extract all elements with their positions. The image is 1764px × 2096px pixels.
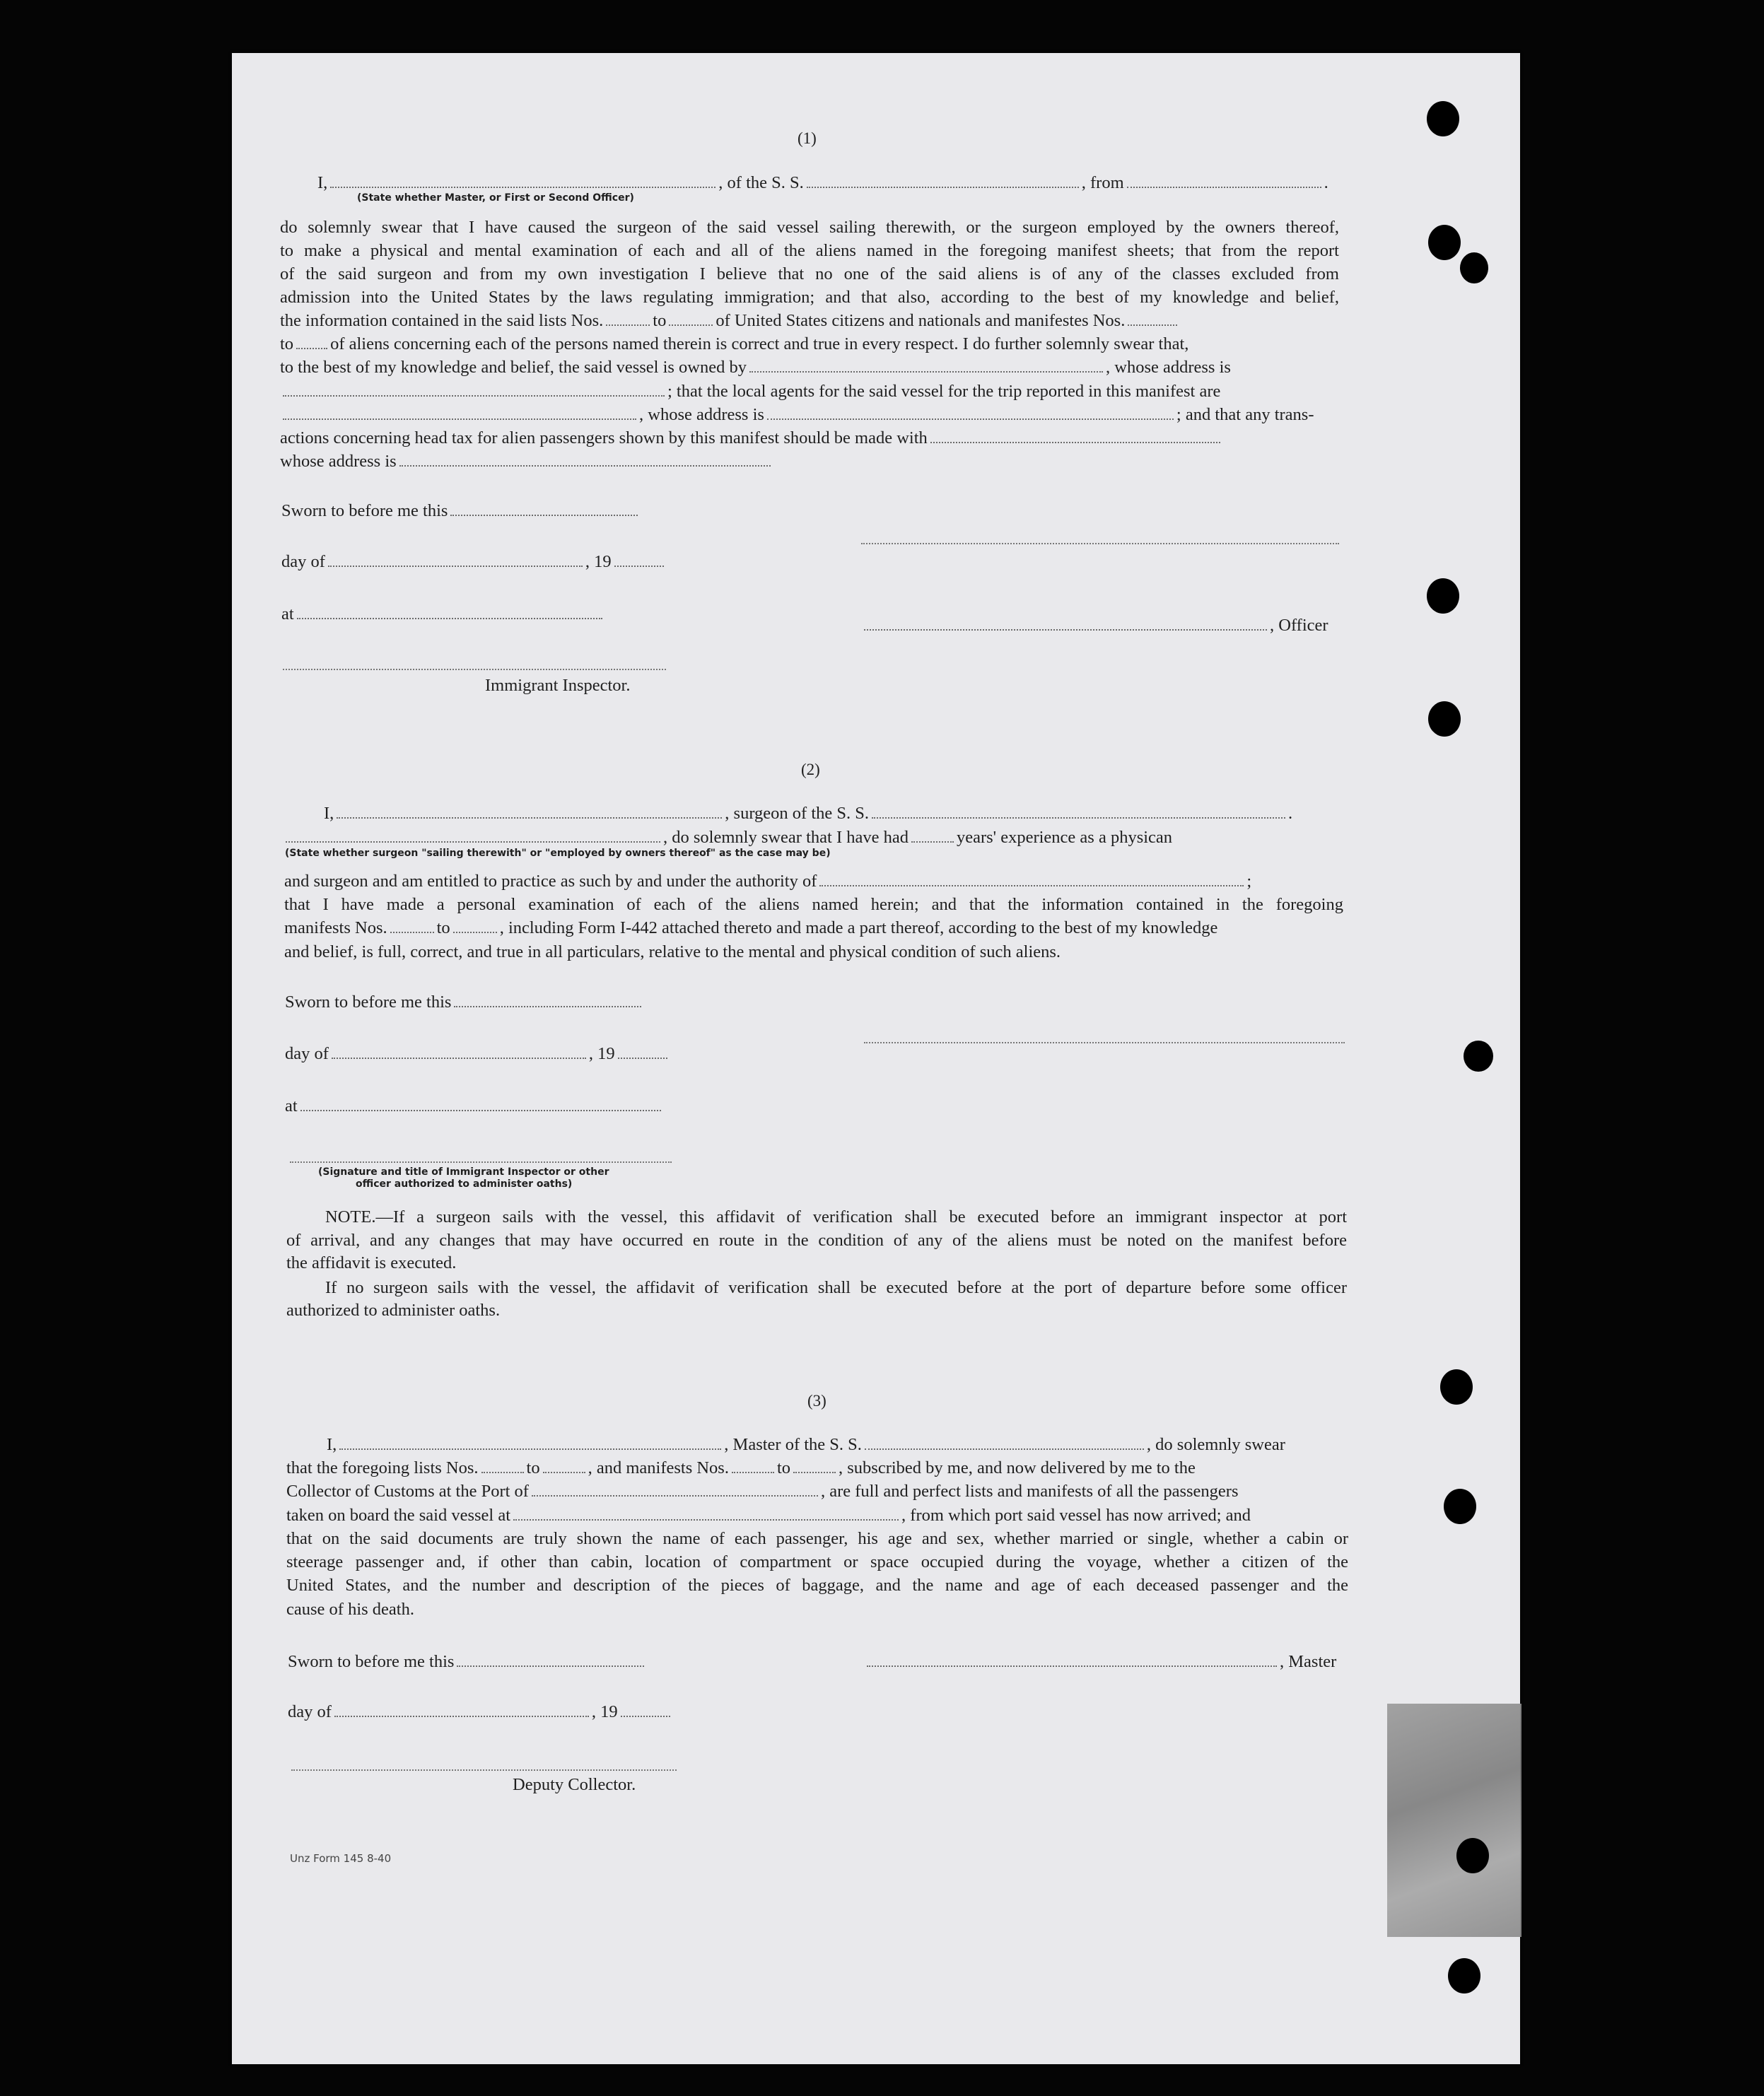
s2-p2: that I have made a personal examination of each of the aliens named herein; and that the information contained in the foregoing — [284, 895, 1343, 914]
punch-hole — [1428, 701, 1461, 737]
s1-p6: to of aliens concerning each of the persons named therein is correct and true in every respect. I do further solemnly swear that, — [280, 334, 1189, 353]
s2-note1b: of arrival, and any changes that may have occurred en route in the condition of any of the aliens must be noted on the manifest before — [286, 1231, 1347, 1250]
s1-line1: I, , of the S. S. , from . — [317, 173, 1328, 192]
s2-sign-line — [864, 1042, 1345, 1043]
s3-dayof: day of , 19 — [288, 1700, 673, 1723]
section-2-number: (2) — [801, 761, 820, 778]
punch-hole — [1460, 252, 1488, 283]
punch-hole — [1464, 1041, 1493, 1072]
form-number: Unz Form 145 8-40 — [290, 1852, 392, 1865]
s2-p3: manifests Nos. to , including Form I-442 attached thereto and made a part thereof, according to the best of my knowledge — [284, 918, 1218, 937]
section-1-number: (1) — [798, 129, 817, 147]
s2-note1c: the affidavit is executed. — [286, 1253, 457, 1272]
s2-note2b: authorized to administer oaths. — [286, 1301, 501, 1320]
s2-note1a: NOTE.—If a surgeon sails with the vessel, this affidavit of verification shall be executed before an immigrant inspector at port — [325, 1207, 1347, 1226]
s1-p4: admission into the United States by the laws regulating immigration; and that also, according to the best of my knowledge and belief, — [280, 288, 1339, 307]
s1-p1: do solemnly swear that I have caused the surgeon of the said vessel sailing therewith, or the surgeon employed by the owners thereof, — [280, 218, 1339, 237]
s1-officer-note: (State whether Master, or First or Second Officer) — [357, 192, 634, 204]
s3-line2: that the foregoing lists Nos. to , and manifests Nos. to , subscribed by me, and now delivered by me to the — [286, 1458, 1196, 1477]
s1-inspector-line — [283, 669, 666, 670]
s2-sworn: Sworn to before me this — [285, 990, 644, 1014]
punch-hole — [1444, 1489, 1476, 1524]
s1-sign-line — [861, 543, 1339, 544]
s3-line1: I, , Master of the S. S. , do solemnly swear — [327, 1435, 1285, 1454]
s2-sig-note-2: officer authorized to administer oaths) — [356, 1178, 573, 1190]
s2-p4: and belief, is full, correct, and true in all particulars, relative to the mental and physical condition of such aliens. — [284, 942, 1061, 961]
s3-line7: United States, and the number and description of the pieces of baggage, and the name and age of each deceased passenger and the — [286, 1576, 1348, 1595]
s1-p7: to the best of my knowledge and belief, the said vessel is owned by , whose address is — [280, 358, 1231, 377]
s1-p8: ; that the local agents for the said vessel for the trip reported in this manifest are — [280, 380, 1220, 403]
s1-p10: actions concerning head tax for alien passengers shown by this manifest should be made with — [280, 426, 1223, 450]
s3-deputy: Deputy Collector. — [513, 1775, 636, 1794]
s1-inspector: Immigrant Inspector. — [485, 676, 631, 695]
s2-surgeon-note: (State whether surgeon "sailing therewith" or "employed by owners thereof" as the case may be) — [285, 848, 831, 859]
s1-p11: whose address is — [280, 450, 773, 473]
s3-line3: Collector of Customs at the Port of , are full and perfect lists and manifests of all the passengers — [286, 1482, 1239, 1501]
s1-dayof: day of , 19 — [281, 550, 667, 573]
punch-hole — [1427, 101, 1459, 136]
s3-line5: that on the said documents are truly shown the name of each passenger, his age and sex, whether married or single, whether a cabin or — [286, 1529, 1348, 1548]
s1-officer: , Officer — [861, 614, 1328, 637]
s3-deputy-line — [291, 1769, 677, 1771]
s2-dayof: day of , 19 — [285, 1042, 670, 1065]
s1-p9: , whose address is ; and that any trans- — [280, 403, 1314, 426]
s2-line2: , do solemnly swear that I have had years' experience as a physican — [283, 826, 1172, 849]
s3-sworn: Sworn to before me this — [288, 1650, 647, 1673]
s2-note2a: If no surgeon sails with the vessel, the affidavit of verification shall be executed before at the port of departure before some officer — [325, 1278, 1347, 1297]
punch-hole — [1428, 225, 1461, 260]
s1-sworn: Sworn to before me this — [281, 499, 641, 522]
s2-sig-line — [290, 1161, 672, 1163]
s1-p3: of the said surgeon and from my own investigation I believe that no one of the said aliens is of any of the classes excluded from — [280, 264, 1339, 283]
s1-p5: the information contained in the said lists Nos. to of United States citizens and nationals and manifestes Nos. — [280, 309, 1180, 332]
s2-sig-note-1: (Signature and title of Immigrant Inspector or other — [318, 1166, 609, 1178]
s2-line1: I, , surgeon of the S. S. . — [324, 804, 1293, 823]
punch-hole — [1440, 1369, 1473, 1405]
s3-line4: taken on board the said vessel at , from which port said vessel has now arrived; and — [286, 1506, 1251, 1525]
s2-p1: and surgeon and am entitled to practice as such by and under the authority of ; — [284, 872, 1252, 891]
punch-hole — [1427, 578, 1459, 614]
s3-master: , Master — [864, 1650, 1336, 1673]
stamp-mark — [1387, 1704, 1521, 1937]
s1-p2: to make a physical and mental examination of each and all of the aliens named in the foregoing manifest sheets; that from the report — [280, 241, 1339, 260]
s2-at: at — [285, 1094, 664, 1118]
punch-hole — [1456, 1838, 1489, 1873]
s3-line8: cause of his death. — [286, 1600, 414, 1619]
s3-line6: steerage passenger and, if other than cabin, location of compartment or space occupied during the voyage, whether a citizen of the — [286, 1552, 1348, 1571]
section-3-number: (3) — [807, 1392, 826, 1410]
punch-hole — [1448, 1958, 1480, 1993]
s1-at: at — [281, 602, 605, 626]
